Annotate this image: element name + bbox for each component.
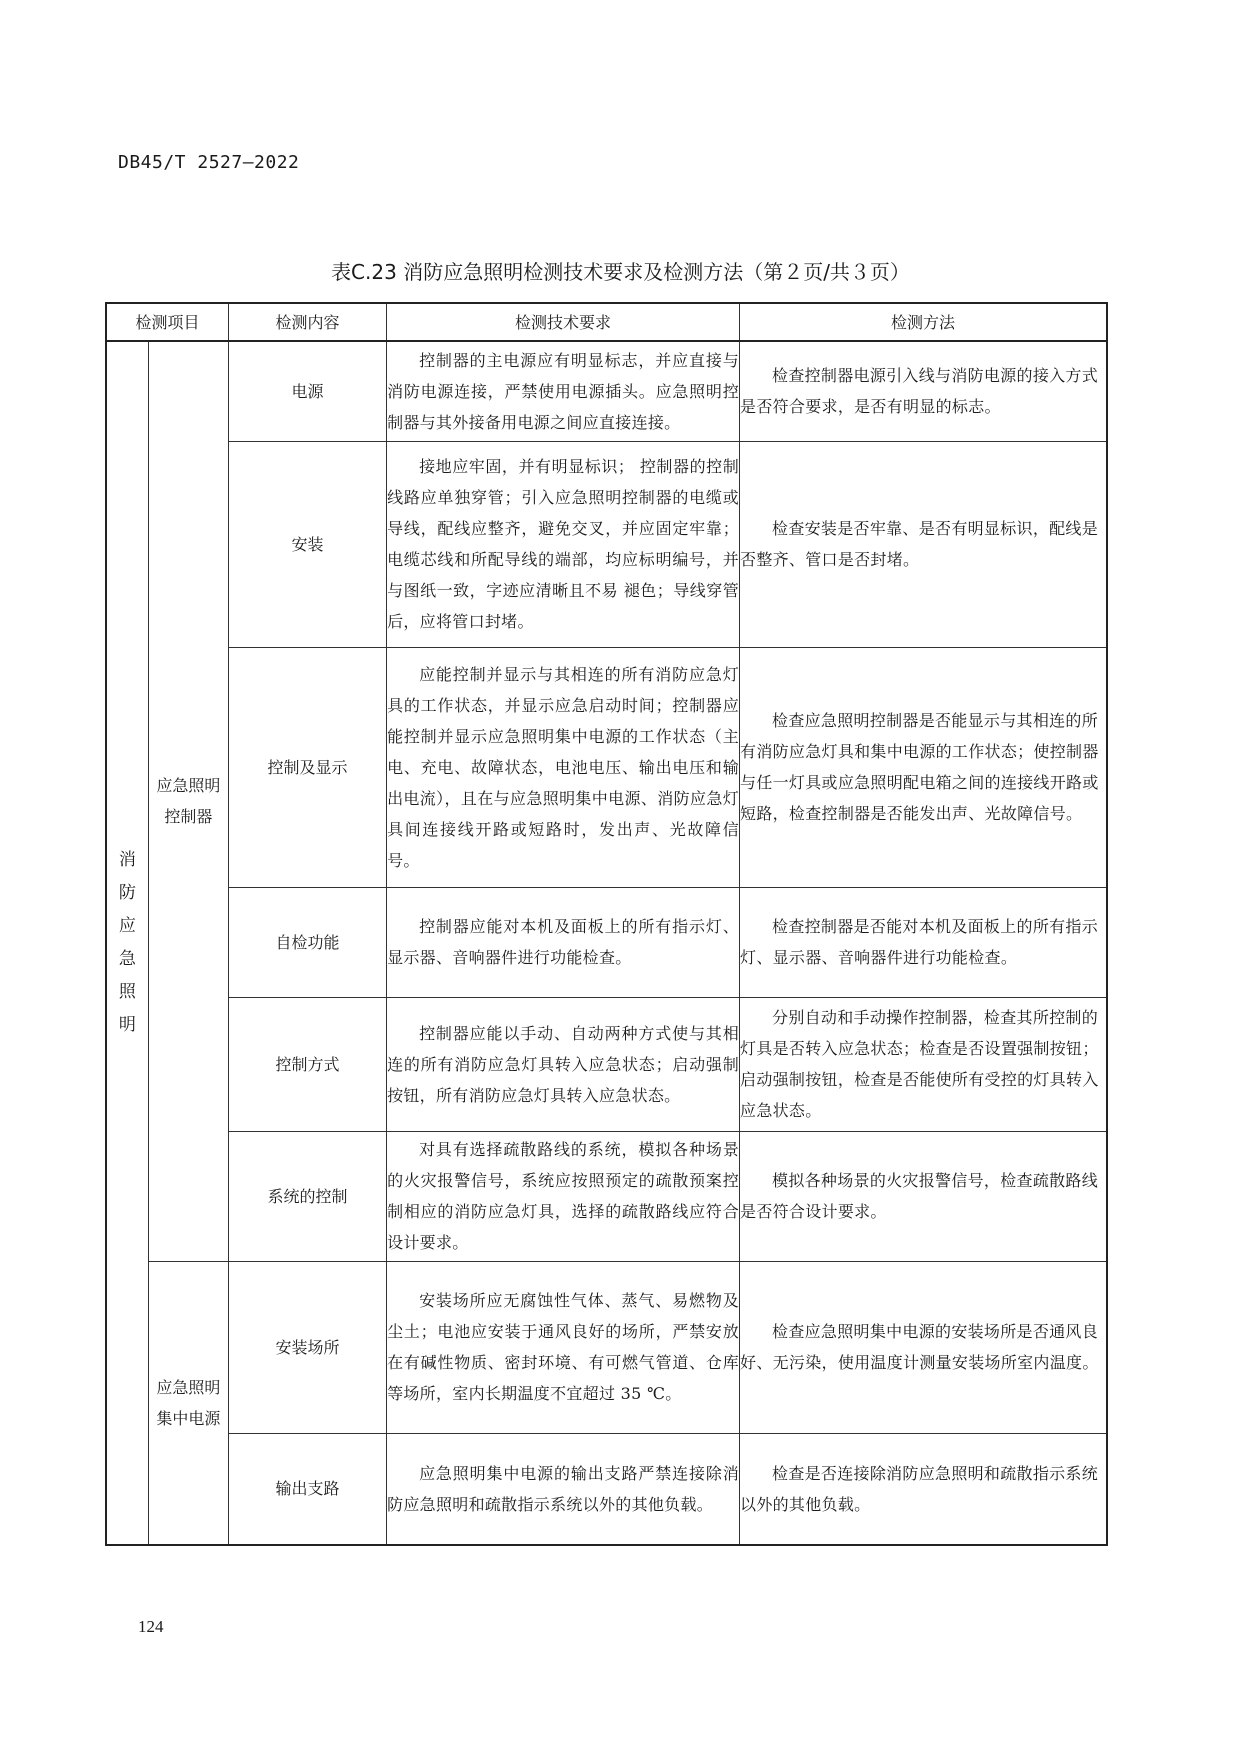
column-header: 检测内容 — [228, 303, 386, 341]
content-cell: 安装 — [228, 441, 386, 647]
requirement-cell: 应能控制并显示与其相连的所有消防应急灯具的工作状态，并显示应急启动时间；控制器应能控制并显示应急照明集中电源的工作状态（主电、充电、故障状态，电池电压、输出电压和输出电流），且在与应急照明集中电源、消防应急灯具间连接线开路或短路时，发出声、光故障信号。 — [387, 647, 740, 887]
method-cell: 检查安装是否牢靠、是否有明显标识，配线是否整齐、管口是否封堵。 — [740, 441, 1107, 647]
requirement-cell: 控制器的主电源应有明显标志，并应直接与消防电源连接，严禁使用电源插头。应急照明控制器与其外接备用电源之间应直接连接。 — [387, 341, 740, 441]
spec-table — [105, 302, 1108, 1546]
method-cell: 检查控制器是否能对本机及面板上的所有指示灯、显示器、音响器件进行功能检查。 — [740, 887, 1107, 997]
table-row — [106, 1261, 1107, 1433]
column-header: 检测方法 — [740, 303, 1107, 341]
content-cell: 控制方式 — [228, 997, 386, 1131]
method-cell: 检查是否连接除消防应急照明和疏散指示系统以外的其他负载。 — [740, 1433, 1107, 1545]
content-cell: 自检功能 — [228, 887, 386, 997]
content-cell: 系统的控制 — [228, 1131, 386, 1261]
requirement-cell: 应急照明集中电源的输出支路严禁连接除消防应急照明和疏散指示系统以外的其他负载。 — [387, 1433, 740, 1545]
table-title: 表C.23 消防应急照明检测技术要求及检测方法（第２页/共３页） — [331, 260, 910, 284]
group-cell: 应急照明集中电源 — [148, 1261, 228, 1545]
method-cell: 检查应急照明控制器是否能显示与其相连的所有消防应急灯具和集中电源的工作状态；使控制器与任一灯具或应急照明配电箱之间的连接线开路或短路，检查控制器是否能发出声、光故障信号。 — [740, 647, 1107, 887]
requirement-cell: 安装场所应无腐蚀性气体、蒸气、易燃物及尘土；电池应安装于通风良好的场所，严禁安放在有碱性物质、密封环境、有可燃气管道、仓库等场所，室内长期温度不宜超过 35 ℃。 — [387, 1261, 740, 1433]
method-cell: 检查控制器电源引入线与消防电源的接入方式是否符合要求，是否有明显的标志。 — [740, 341, 1107, 441]
page-number: 124 — [138, 1617, 164, 1636]
requirement-cell: 对具有选择疏散路线的系统，模拟各种场景的火灾报警信号，系统应按照预定的疏散预案控制相应的消防应急灯具，选择的疏散路线应符合设计要求。 — [387, 1131, 740, 1261]
requirement-cell: 控制器应能对本机及面板上的所有指示灯、显示器、音响器件进行功能检查。 — [387, 887, 740, 997]
table-row — [106, 1433, 1107, 1545]
table-header-row — [106, 303, 1107, 341]
category-cell — [106, 341, 148, 1545]
document-code: DB45/T 2527—2022 — [118, 152, 300, 173]
table-row — [106, 887, 1107, 997]
content-cell: 电源 — [228, 341, 386, 441]
group-cell: 应急照明控制器 — [148, 341, 228, 1261]
method-cell: 分别自动和手动操作控制器，检查其所控制的灯具是否转入应急状态；检查是否设置强制按钮；启动强制按钮，检查是否能使所有受控的灯具转入应急状态。 — [740, 997, 1107, 1131]
method-cell: 模拟各种场景的火灾报警信号，检查疏散路线是否符合设计要求。 — [740, 1131, 1107, 1261]
table-row — [106, 1131, 1107, 1261]
requirement-cell: 接地应牢固，并有明显标识； 控制器的控制线路应单独穿管；引入应急照明控制器的电缆或导线，配线应整齐，避免交叉，并应固定牢靠；电缆芯线和所配导线的端部，均应标明编号，并与图纸一致，字迹应清晰且不易 褪色；导线穿管后，应将管口封堵。 — [387, 441, 740, 647]
content-cell: 安装场所 — [228, 1261, 386, 1433]
content-cell: 输出支路 — [228, 1433, 386, 1545]
category-label: 消防应急照明 — [118, 850, 136, 1035]
column-header: 检测项目 — [106, 303, 228, 341]
requirement-cell: 控制器应能以手动、自动两种方式使与其相连的所有消防应急灯具转入应急状态；启动强制按钮，所有消防应急灯具转入应急状态。 — [387, 997, 740, 1131]
table-row — [106, 441, 1107, 647]
table-row — [106, 341, 1107, 441]
method-cell: 检查应急照明集中电源的安装场所是否通风良好、无污染，使用温度计测量安装场所室内温度。 — [740, 1261, 1107, 1433]
table-row — [106, 647, 1107, 887]
table-row — [106, 997, 1107, 1131]
content-cell: 控制及显示 — [228, 647, 386, 887]
column-header: 检测技术要求 — [387, 303, 740, 341]
